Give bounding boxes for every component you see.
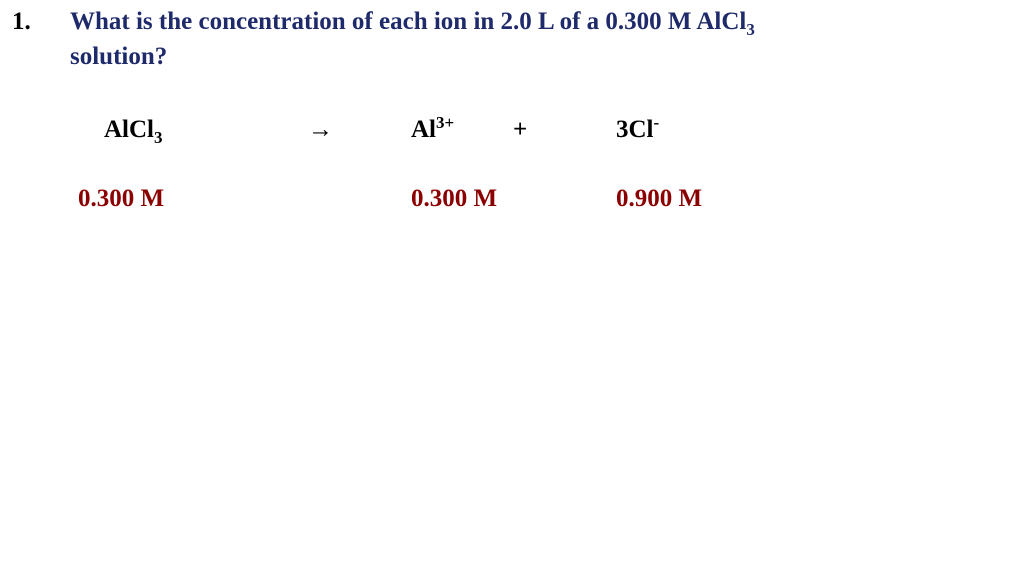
product2-formula: 3Cl bbox=[616, 116, 654, 143]
product1-charge: 3+ bbox=[436, 113, 455, 132]
product2-charge: - bbox=[653, 113, 660, 132]
question-text: What is the concentration of each ion in 2.0 L of a 0.300 M AlCl bbox=[70, 8, 747, 35]
product1-formula: Al bbox=[411, 116, 436, 143]
chloride-ion-concentration: 0.900 M bbox=[616, 185, 703, 212]
equation-reactant bbox=[104, 116, 163, 147]
equation-plus-sign: + bbox=[513, 116, 528, 143]
equation-product-chloride-ion bbox=[616, 113, 660, 144]
question-text-line2: solution? bbox=[70, 43, 168, 70]
reactant-concentration: 0.300 M bbox=[78, 185, 165, 212]
reactant-subscript: 3 bbox=[154, 128, 163, 147]
equation-product-aluminum-ion bbox=[411, 113, 455, 144]
question-number: 1. bbox=[12, 8, 31, 35]
reaction-arrow: → bbox=[308, 116, 333, 143]
question-text-line1 bbox=[70, 8, 755, 39]
question-subscript: 3 bbox=[746, 20, 755, 39]
reactant-formula: AlCl bbox=[104, 116, 154, 143]
aluminum-ion-concentration: 0.300 M bbox=[411, 185, 498, 212]
